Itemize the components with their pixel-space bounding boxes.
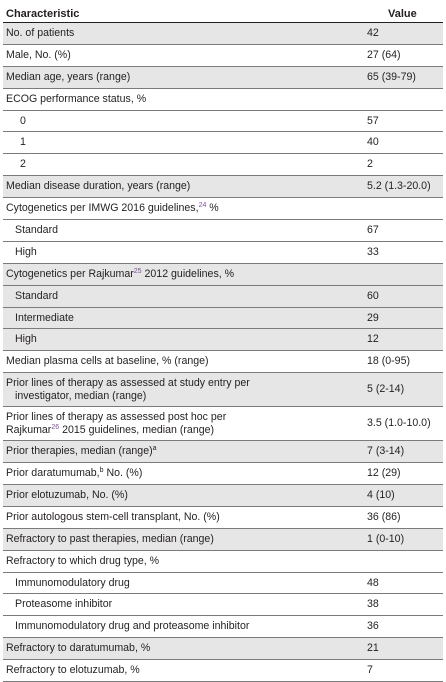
row-label-text: Prior autologous stem-cell transplant, No. (%) [6, 510, 220, 523]
row-label [3, 511, 348, 524]
row-value: 36 (86) [367, 510, 401, 523]
row-label [3, 71, 348, 84]
row-label-text: Refractory to daratumumab, % [6, 642, 151, 655]
row-value: 29 [367, 311, 379, 324]
table-row [3, 67, 443, 89]
row-label-text: ECOG performance status, % [6, 92, 147, 105]
row-value-cell [348, 511, 443, 524]
row-value-cell [348, 383, 443, 396]
row-label [3, 115, 348, 128]
row-value-cell [348, 71, 443, 84]
row-value: 3.5 (1.0-10.0) [367, 417, 431, 430]
row-label [3, 355, 348, 368]
table-row [3, 329, 443, 351]
row-label-text: Median age, years (range) [6, 70, 131, 83]
table-row [3, 551, 443, 573]
row-label-suffix: 2012 guidelines, % [141, 267, 235, 280]
row-value-cell [348, 355, 443, 368]
row-label [3, 555, 348, 568]
row-value-cell [348, 115, 443, 128]
row-label-text: Refractory to which drug type, % [6, 554, 160, 567]
row-label [3, 333, 348, 346]
row-value-cell [348, 598, 443, 611]
footnote-ref: 24 [198, 202, 207, 210]
table-row [3, 45, 443, 67]
row-label-line2: investigator, median (range) [15, 389, 147, 402]
row-label [3, 577, 348, 590]
row-label [3, 467, 348, 480]
table-row [3, 373, 443, 407]
row-label-text: Refractory to past therapies, median (range) [6, 532, 214, 545]
row-label [3, 27, 348, 40]
row-value-cell [348, 467, 443, 480]
row-value: 2 [367, 158, 373, 171]
table-row [3, 176, 443, 198]
table-header [3, 0, 443, 23]
row-value: 27 (64) [367, 48, 401, 61]
row-value-cell [348, 27, 443, 40]
row-label [3, 411, 348, 437]
footnote-ref: 26 [51, 423, 60, 431]
row-label-text: Cytogenetics per Rajkumar [6, 267, 134, 280]
row-value-cell [348, 312, 443, 325]
table-row [3, 485, 443, 507]
row-label [3, 377, 348, 403]
row-value-cell [348, 445, 443, 458]
row-label-text: 0 [20, 114, 26, 127]
row-value-cell [348, 417, 443, 430]
row-value: 18 (0-95) [367, 355, 410, 368]
row-value-cell [348, 577, 443, 590]
row-value: 48 [367, 576, 379, 589]
row-value: 21 [367, 642, 379, 655]
row-value: 33 [367, 245, 379, 258]
row-label [3, 312, 348, 325]
row-value: 65 (39-79) [367, 70, 416, 83]
row-label-line2: Rajkumar [6, 423, 52, 436]
row-label-text: Prior elotuzumab, No. (%) [6, 488, 128, 501]
row-value: 7 [367, 664, 373, 677]
row-label-text: Standard [15, 289, 58, 302]
row-value-cell [348, 246, 443, 259]
row-label-text: Proteasome inhibitor [15, 598, 113, 611]
row-label [3, 664, 348, 677]
row-label [3, 202, 348, 215]
row-label [3, 620, 348, 633]
row-label-text: Median disease duration, years (range) [6, 180, 191, 193]
row-label-text: Male, No. (%) [6, 48, 71, 61]
row-label-text: Prior therapies, median (range) [6, 445, 153, 458]
row-value: 5.2 (1.3-20.0) [367, 180, 431, 193]
table-row [3, 286, 443, 308]
row-value: 40 [367, 136, 379, 149]
row-label-text: Prior daratumumab, [6, 467, 100, 480]
table-row [3, 441, 443, 463]
row-value-cell [348, 489, 443, 502]
row-value: 38 [367, 598, 379, 611]
row-label-text: Immunomodulatory drug [15, 576, 130, 589]
row-label-text: Refractory to elotuzumab, % [6, 664, 140, 677]
table-row [3, 407, 443, 441]
row-label [3, 598, 348, 611]
row-label [3, 93, 348, 106]
table-row [3, 616, 443, 638]
row-label [3, 533, 348, 546]
row-value: 5 (2-14) [367, 383, 405, 396]
row-label [3, 180, 348, 193]
row-value-cell [348, 180, 443, 193]
table-row [3, 242, 443, 264]
table-row [3, 507, 443, 529]
row-value: 12 [367, 333, 379, 346]
row-label-text: Median plasma cells at baseline, % (range) [6, 355, 209, 368]
row-label [3, 136, 348, 149]
row-label [3, 290, 348, 303]
row-label-suffix: No. (%) [103, 467, 143, 480]
row-value-cell [348, 290, 443, 303]
row-label [3, 445, 348, 458]
table-row [3, 264, 443, 286]
table-row [3, 660, 443, 682]
table-row [3, 573, 443, 595]
row-value: 60 [367, 289, 379, 302]
footnote-ref: a [152, 445, 157, 453]
table-row [3, 89, 443, 111]
row-value: 12 (29) [367, 467, 401, 480]
row-label-text: 2 [20, 158, 26, 171]
row-value-cell [348, 224, 443, 237]
table-row [3, 638, 443, 660]
table-body [3, 23, 443, 682]
table-row [3, 220, 443, 242]
row-value: 4 (10) [367, 488, 395, 501]
row-label-text: High [15, 245, 37, 258]
row-value: 57 [367, 114, 379, 127]
row-value: 36 [367, 620, 379, 633]
row-value-cell [348, 642, 443, 655]
row-value: 67 [367, 223, 379, 236]
row-label-text: Cytogenetics per IMWG 2016 guidelines, [6, 202, 199, 215]
row-value: 1 (0-10) [367, 532, 405, 545]
header-characteristic: Characteristic [6, 8, 80, 20]
row-value-cell [348, 533, 443, 546]
table-row [3, 463, 443, 485]
table-row [3, 351, 443, 373]
row-label-text: Prior lines of therapy as assessed at study entry per [6, 376, 250, 389]
row-value: 7 (3-14) [367, 445, 405, 458]
row-label-suffix: % [206, 202, 219, 215]
row-value-cell [348, 620, 443, 633]
row-label [3, 268, 348, 281]
row-label-line2-suffix: 2015 guidelines, median (range) [59, 423, 215, 436]
table-row [3, 529, 443, 551]
row-label [3, 642, 348, 655]
row-label-text: 1 [20, 136, 26, 149]
row-value: 42 [367, 26, 379, 39]
footnote-ref: b [99, 467, 104, 475]
footnote-ref: 25 [133, 267, 142, 275]
row-value-cell [348, 664, 443, 677]
row-label [3, 49, 348, 62]
row-label [3, 224, 348, 237]
row-label [3, 158, 348, 171]
row-value-cell [348, 158, 443, 171]
characteristics-table [3, 0, 443, 682]
table-row [3, 154, 443, 176]
row-label-text: Intermediate [15, 311, 74, 324]
table-row [3, 198, 443, 220]
row-value-cell [348, 49, 443, 62]
row-label-text: No. of patients [6, 26, 75, 39]
row-value-cell [348, 136, 443, 149]
table-row [3, 308, 443, 330]
table-row [3, 111, 443, 133]
row-value-cell [348, 333, 443, 346]
table-row [3, 594, 443, 616]
header-value: Value [388, 8, 417, 20]
row-label-text: Immunomodulatory drug and proteasome inhibitor [15, 620, 250, 633]
row-label-text: High [15, 333, 37, 346]
row-label [3, 489, 348, 502]
table-row [3, 23, 443, 45]
table-row [3, 132, 443, 154]
row-label [3, 246, 348, 259]
row-label-text: Standard [15, 223, 58, 236]
row-label-text: Prior lines of therapy as assessed post hoc per [6, 410, 227, 423]
